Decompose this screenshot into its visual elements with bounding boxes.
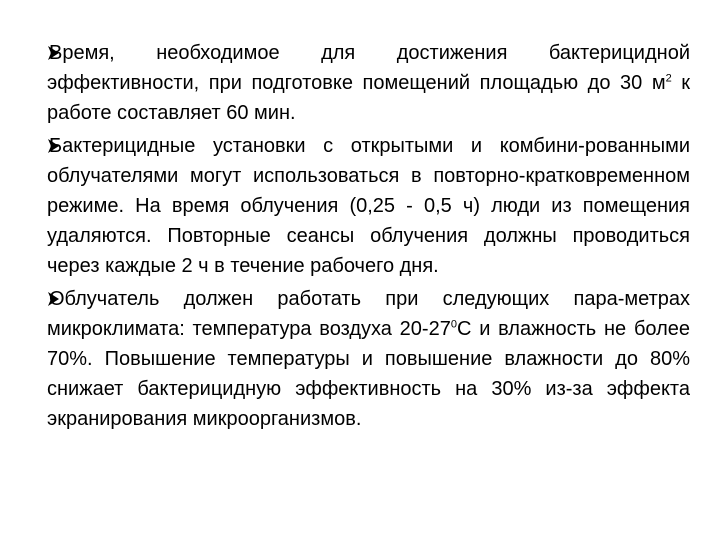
bullet-1-text: Время, необходимое для достижения бактерицидной эффективности, при подготовке помещений площадью до 30 м	[47, 42, 690, 94]
arrow-bullet-icon	[17, 38, 49, 68]
bullet-3-text-end: С и влажность не более 70%. Повышение температуры и повышение влажности до 80% снижает бактерицидную эффективность на 30% из-за эффекта экранирования микроорганизмов.	[47, 318, 690, 430]
bullet-3-text: Облучатель должен работать при следующих пара-метрах микроклимата: температура воздуха 20-27	[47, 288, 690, 340]
arrow-bullet-icon	[17, 131, 49, 161]
slide-body	[47, 38, 690, 437]
bullet-3-superscript: 0	[450, 318, 457, 331]
bullet-item-2	[47, 131, 690, 281]
bullet-1-text-end: к работе составляет 60 мин.	[47, 72, 691, 124]
bullet-2-text: Бактерицидные установки с открытыми и комбини-рованными облучателями могут использоваться в повторно-кратковременном режиме. На время облучения (0,25 - 0,5 ч) люди из помещения удаляются. Повторные сеансы облучения должны проводиться через каждые 2 ч в течение рабочего дня.	[47, 135, 690, 277]
arrow-bullet-icon	[17, 284, 49, 314]
bullet-1-superscript: 2	[665, 72, 672, 85]
bullet-item-1	[47, 38, 690, 128]
bullet-item-3	[47, 284, 690, 434]
